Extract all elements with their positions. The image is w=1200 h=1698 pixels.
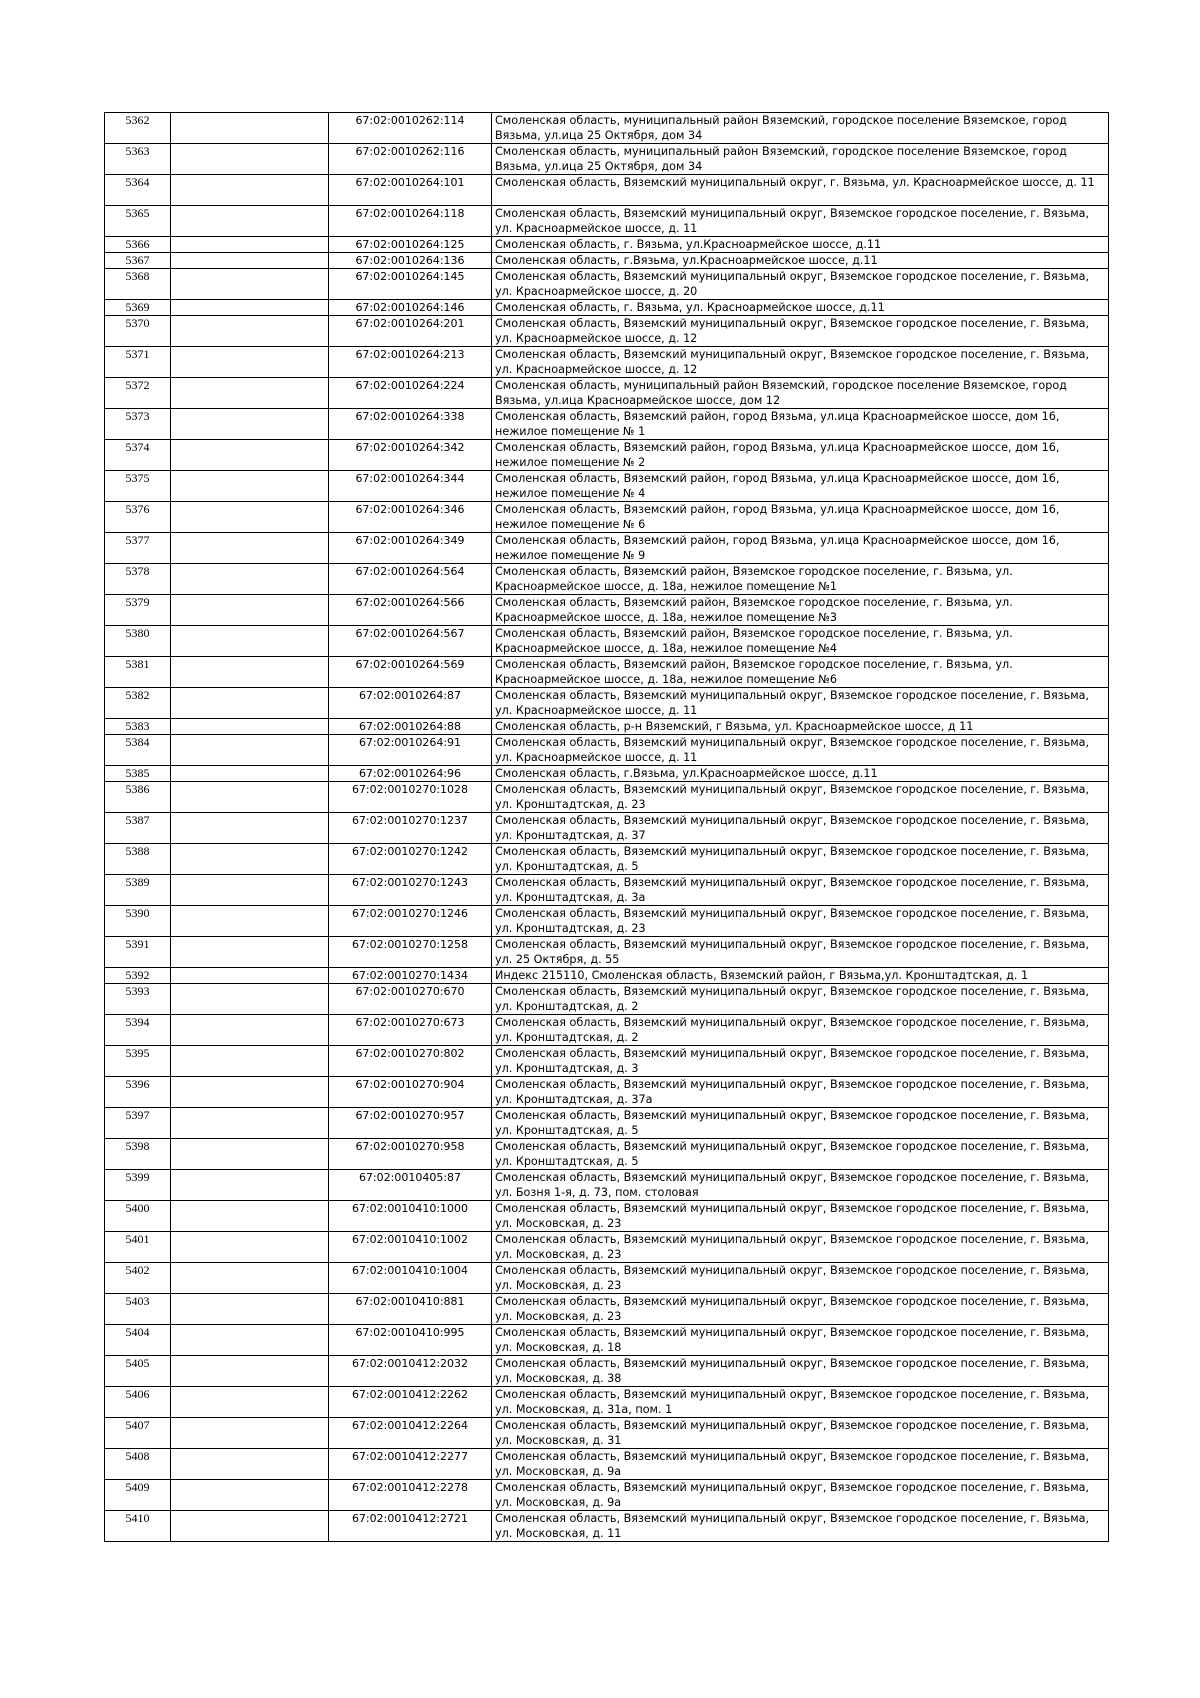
row-number: 5387 [105, 813, 171, 844]
table-row [105, 316, 1109, 347]
address: Смоленская область, Вяземский муниципальный округ, Вяземское городское поселение, г. Вязьма, ул. 25 Октября, д. 55 [492, 937, 1109, 968]
row-number: 5386 [105, 782, 171, 813]
address: Смоленская область, Вяземский район, город Вязьма, ул.ица Красноармейское шоссе, дом 16, нежилое помещение № 9 [492, 533, 1109, 564]
cadastral-number: 67:02:0010264:145 [329, 269, 492, 300]
empty-cell [171, 1294, 329, 1325]
address: Смоленская область, Вяземский муниципальный округ, Вяземское городское поселение, г. Вязьма, ул. Кронштадтская, д. 2 [492, 1015, 1109, 1046]
address: Смоленская область, Вяземский муниципальный округ, Вяземское городское поселение, г. Вязьма, ул. Московская, д. 23 [492, 1294, 1109, 1325]
table-row [105, 1170, 1109, 1201]
empty-cell [171, 237, 329, 253]
empty-cell [171, 719, 329, 735]
empty-cell [171, 984, 329, 1015]
address: Смоленская область, Вяземский муниципальный округ, Вяземское городское поселение, г. Вязьма, ул. Кронштадтская, д. 23 [492, 906, 1109, 937]
empty-cell [171, 1418, 329, 1449]
empty-cell [171, 626, 329, 657]
empty-cell [171, 253, 329, 269]
table-row [105, 1139, 1109, 1170]
table-row [105, 269, 1109, 300]
address: Смоленская область, Вяземский муниципальный округ, Вяземское городское поселение, г. Вязьма, ул. Московская, д. 23 [492, 1232, 1109, 1263]
empty-cell [171, 533, 329, 564]
empty-cell [171, 844, 329, 875]
table-row [105, 1201, 1109, 1232]
address: Смоленская область, Вяземский муниципальный округ, Вяземское городское поселение, г. Вязьма, ул. Кронштадтская, д. 5 [492, 1139, 1109, 1170]
cadastral-number: 67:02:0010270:1028 [329, 782, 492, 813]
empty-cell [171, 144, 329, 175]
cadastral-number: 67:02:0010270:1243 [329, 875, 492, 906]
row-number: 5365 [105, 206, 171, 237]
row-number: 5389 [105, 875, 171, 906]
table-row [105, 502, 1109, 533]
row-number: 5368 [105, 269, 171, 300]
table-row [105, 782, 1109, 813]
table-row [105, 875, 1109, 906]
table-row [105, 300, 1109, 316]
table-row [105, 1511, 1109, 1542]
empty-cell [171, 409, 329, 440]
table-row [105, 206, 1109, 237]
address: Смоленская область, Вяземский район, город Вязьма, ул.ица Красноармейское шоссе, дом 16, нежилое помещение № 4 [492, 471, 1109, 502]
table-row [105, 409, 1109, 440]
cadastral-number: 67:02:0010264:87 [329, 688, 492, 719]
table-body [105, 113, 1109, 1542]
cadastral-number: 67:02:0010412:2278 [329, 1480, 492, 1511]
cadastral-number: 67:02:0010412:2032 [329, 1356, 492, 1387]
empty-cell [171, 113, 329, 144]
table-row [105, 1294, 1109, 1325]
row-number: 5398 [105, 1139, 171, 1170]
empty-cell [171, 316, 329, 347]
empty-cell [171, 688, 329, 719]
cadastral-number: 67:02:0010262:116 [329, 144, 492, 175]
address: Смоленская область, Вяземский муниципальный округ, Вяземское городское поселение, г. Вязьма, ул. Кронштадтская, д. 3а [492, 875, 1109, 906]
address: Смоленская область, Вяземский район, город Вязьма, ул.ица Красноармейское шоссе, дом 16, нежилое помещение № 2 [492, 440, 1109, 471]
table-row [105, 968, 1109, 984]
cadastral-number: 67:02:0010264:125 [329, 237, 492, 253]
row-number: 5367 [105, 253, 171, 269]
row-number: 5364 [105, 175, 171, 206]
row-number: 5385 [105, 766, 171, 782]
cadastral-number: 67:02:0010264:346 [329, 502, 492, 533]
empty-cell [171, 906, 329, 937]
cadastral-number: 67:02:0010264:201 [329, 316, 492, 347]
address: Смоленская область, Вяземский район, Вяземское городское поселение, г. Вязьма, ул. Красноармейское шоссе, д. 18а, нежилое помещение №6 [492, 657, 1109, 688]
cadastral-number: 67:02:0010264:338 [329, 409, 492, 440]
table-row [105, 1356, 1109, 1387]
cadastral-number: 67:02:0010264:567 [329, 626, 492, 657]
cadastral-number: 67:02:0010264:349 [329, 533, 492, 564]
address: Смоленская область, Вяземский район, Вяземское городское поселение, г. Вязьма, ул. Красноармейское шоссе, д. 18а, нежилое помещение №3 [492, 595, 1109, 626]
row-number: 5366 [105, 237, 171, 253]
address: Смоленская область, Вяземский район, Вяземское городское поселение, г. Вязьма, ул. Красноармейское шоссе, д. 18а, нежилое помещение №4 [492, 626, 1109, 657]
table-row [105, 533, 1109, 564]
address: Смоленская область, Вяземский муниципальный округ, Вяземское городское поселение, г. Вязьма, ул. Красноармейское шоссе, д. 11 [492, 735, 1109, 766]
cadastral-number: 67:02:0010264:101 [329, 175, 492, 206]
address: Смоленская область, Вяземский муниципальный округ, Вяземское городское поселение, г. Вязьма, ул. Московская, д. 23 [492, 1201, 1109, 1232]
empty-cell [171, 1387, 329, 1418]
table-row [105, 253, 1109, 269]
row-number: 5362 [105, 113, 171, 144]
table-row [105, 1108, 1109, 1139]
table-row [105, 144, 1109, 175]
table-row [105, 766, 1109, 782]
table-row [105, 657, 1109, 688]
table-row [105, 937, 1109, 968]
table-row [105, 1418, 1109, 1449]
row-number: 5384 [105, 735, 171, 766]
cadastral-number: 67:02:0010410:881 [329, 1294, 492, 1325]
empty-cell [171, 1077, 329, 1108]
address: Смоленская область, Вяземский муниципальный округ, Вяземское городское поселение, г. Вязьма, ул. Кронштадтская, д. 23 [492, 782, 1109, 813]
row-number: 5369 [105, 300, 171, 316]
empty-cell [171, 175, 329, 206]
cadastral-number: 67:02:0010264:566 [329, 595, 492, 626]
address: Смоленская область, Вяземский муниципальный округ, Вяземское городское поселение, г. Вязьма, ул. Московская, д. 9а [492, 1480, 1109, 1511]
table-row [105, 1232, 1109, 1263]
row-number: 5372 [105, 378, 171, 409]
property-table [104, 112, 1109, 1542]
empty-cell [171, 440, 329, 471]
row-number: 5405 [105, 1356, 171, 1387]
row-number: 5390 [105, 906, 171, 937]
address: Смоленская область, Вяземский муниципальный округ, г. Вязьма, ул. Красноармейское шоссе, д. 11 [492, 175, 1109, 206]
address: Смоленская область, Вяземский муниципальный округ, Вяземское городское поселение, г. Вязьма, ул. Кронштадтская, д. 37 [492, 813, 1109, 844]
address: Индекс 215110, Смоленская область, Вяземский район, г Вязьма,ул. Кронштадтская, д. 1 [492, 968, 1109, 984]
empty-cell [171, 206, 329, 237]
empty-cell [171, 968, 329, 984]
empty-cell [171, 1511, 329, 1542]
address: Смоленская область, Вяземский район, Вяземское городское поселение, г. Вязьма, ул. Красноармейское шоссе, д. 18а, нежилое помещение №1 [492, 564, 1109, 595]
empty-cell [171, 1356, 329, 1387]
address: Смоленская область, г. Вязьма, ул.Красноармейское шоссе, д.11 [492, 237, 1109, 253]
table-row [105, 1077, 1109, 1108]
cadastral-number: 67:02:0010405:87 [329, 1170, 492, 1201]
table-row [105, 1449, 1109, 1480]
cadastral-number: 67:02:0010410:1004 [329, 1263, 492, 1294]
address: Смоленская область, Вяземский муниципальный округ, Вяземское городское поселение, г. Вязьма, ул. Кронштадтская, д. 37а [492, 1077, 1109, 1108]
row-number: 5397 [105, 1108, 171, 1139]
cadastral-number: 67:02:0010410:1000 [329, 1201, 492, 1232]
empty-cell [171, 1139, 329, 1170]
table-row [105, 813, 1109, 844]
row-number: 5371 [105, 347, 171, 378]
address: Смоленская область, Вяземский муниципальный округ, Вяземское городское поселение, г. Вязьма, ул. Московская, д. 9а [492, 1449, 1109, 1480]
empty-cell [171, 269, 329, 300]
empty-cell [171, 1232, 329, 1263]
row-number: 5392 [105, 968, 171, 984]
empty-cell [171, 1449, 329, 1480]
address: Смоленская область, муниципальный район Вяземский, городское поселение Вяземское, город Вязьма, ул.ица 25 Октября, дом 34 [492, 144, 1109, 175]
empty-cell [171, 1108, 329, 1139]
address: Смоленская область, Вяземский район, город Вязьма, ул.ица Красноармейское шоссе, дом 16, нежилое помещение № 1 [492, 409, 1109, 440]
row-number: 5401 [105, 1232, 171, 1263]
table-row [105, 626, 1109, 657]
table-row [105, 906, 1109, 937]
cadastral-number: 67:02:0010270:1434 [329, 968, 492, 984]
address: Смоленская область, г.Вязьма, ул.Красноармейское шоссе, д.11 [492, 766, 1109, 782]
table-row [105, 595, 1109, 626]
empty-cell [171, 471, 329, 502]
cadastral-number: 67:02:0010264:342 [329, 440, 492, 471]
row-number: 5380 [105, 626, 171, 657]
empty-cell [171, 347, 329, 378]
row-number: 5404 [105, 1325, 171, 1356]
table-row [105, 1263, 1109, 1294]
row-number: 5394 [105, 1015, 171, 1046]
address: Смоленская область, р-н Вяземский, г Вязьма, ул. Красноармейское шоссе, д 11 [492, 719, 1109, 735]
address: Смоленская область, Вяземский муниципальный округ, Вяземское городское поселение, г. Вязьма, ул. Кронштадтская, д. 5 [492, 844, 1109, 875]
cadastral-number: 67:02:0010270:670 [329, 984, 492, 1015]
row-number: 5400 [105, 1201, 171, 1232]
empty-cell [171, 1325, 329, 1356]
row-number: 5393 [105, 984, 171, 1015]
row-number: 5383 [105, 719, 171, 735]
empty-cell [171, 766, 329, 782]
table-row [105, 471, 1109, 502]
row-number: 5376 [105, 502, 171, 533]
cadastral-number: 67:02:0010270:802 [329, 1046, 492, 1077]
cadastral-number: 67:02:0010264:224 [329, 378, 492, 409]
cadastral-number: 67:02:0010264:88 [329, 719, 492, 735]
cadastral-number: 67:02:0010264:213 [329, 347, 492, 378]
address: Смоленская область, Вяземский муниципальный округ, Вяземское городское поселение, г. Вязьма, ул. Московская, д. 38 [492, 1356, 1109, 1387]
address: Смоленская область, Вяземский муниципальный округ, Вяземское городское поселение, г. Вязьма, ул. Московская, д. 31 [492, 1418, 1109, 1449]
row-number: 5373 [105, 409, 171, 440]
empty-cell [171, 378, 329, 409]
address: Смоленская область, Вяземский муниципальный округ, Вяземское городское поселение, г. Вязьма, ул. Московская, д. 23 [492, 1263, 1109, 1294]
table-row [105, 440, 1109, 471]
empty-cell [171, 1263, 329, 1294]
row-number: 5379 [105, 595, 171, 626]
table-row [105, 1015, 1109, 1046]
cadastral-number: 67:02:0010270:1242 [329, 844, 492, 875]
empty-cell [171, 595, 329, 626]
row-number: 5399 [105, 1170, 171, 1201]
address: Смоленская область, Вяземский муниципальный округ, Вяземское городское поселение, г. Вязьма, ул. Красноармейское шоссе, д. 20 [492, 269, 1109, 300]
row-number: 5374 [105, 440, 171, 471]
row-number: 5363 [105, 144, 171, 175]
cadastral-number: 67:02:0010270:957 [329, 1108, 492, 1139]
empty-cell [171, 1015, 329, 1046]
address: Смоленская область, Вяземский муниципальный округ, Вяземское городское поселение, г. Вязьма, ул. Красноармейское шоссе, д. 12 [492, 347, 1109, 378]
empty-cell [171, 1201, 329, 1232]
empty-cell [171, 875, 329, 906]
cadastral-number: 67:02:0010410:1002 [329, 1232, 492, 1263]
row-number: 5395 [105, 1046, 171, 1077]
row-number: 5378 [105, 564, 171, 595]
cadastral-number: 67:02:0010412:2262 [329, 1387, 492, 1418]
address: Смоленская область, г. Вязьма, ул. Красноармейское шоссе, д.11 [492, 300, 1109, 316]
table-row [105, 1480, 1109, 1511]
address: Смоленская область, Вяземский муниципальный округ, Вяземское городское поселение, г. Вязьма, ул. Кронштадтская, д. 2 [492, 984, 1109, 1015]
table-row [105, 113, 1109, 144]
row-number: 5396 [105, 1077, 171, 1108]
row-number: 5408 [105, 1449, 171, 1480]
row-number: 5407 [105, 1418, 171, 1449]
address: Смоленская область, муниципальный район Вяземский, городское поселение Вяземское, город Вязьма, ул.ица Красноармейское шоссе, дом 12 [492, 378, 1109, 409]
row-number: 5406 [105, 1387, 171, 1418]
cadastral-number: 67:02:0010264:136 [329, 253, 492, 269]
address: Смоленская область, Вяземский муниципальный округ, Вяземское городское поселение, г. Вязьма, ул. Бозня 1-я, д. 73, пом. столовая [492, 1170, 1109, 1201]
row-number: 5391 [105, 937, 171, 968]
cadastral-number: 67:02:0010412:2264 [329, 1418, 492, 1449]
cadastral-number: 67:02:0010270:904 [329, 1077, 492, 1108]
cadastral-number: 67:02:0010264:344 [329, 471, 492, 502]
address: Смоленская область, Вяземский район, город Вязьма, ул.ица Красноармейское шоссе, дом 16, нежилое помещение № 6 [492, 502, 1109, 533]
row-number: 5409 [105, 1480, 171, 1511]
cadastral-number: 67:02:0010270:1237 [329, 813, 492, 844]
empty-cell [171, 300, 329, 316]
table-row [105, 719, 1109, 735]
address: Смоленская область, муниципальный район Вяземский, городское поселение Вяземское, город Вязьма, ул.ица 25 Октября, дом 34 [492, 113, 1109, 144]
cadastral-number: 67:02:0010264:564 [329, 564, 492, 595]
empty-cell [171, 782, 329, 813]
empty-cell [171, 937, 329, 968]
table-row [105, 1325, 1109, 1356]
empty-cell [171, 813, 329, 844]
table-row [105, 175, 1109, 206]
table-row [105, 564, 1109, 595]
row-number: 5375 [105, 471, 171, 502]
row-number: 5402 [105, 1263, 171, 1294]
row-number: 5388 [105, 844, 171, 875]
cadastral-number: 67:02:0010270:958 [329, 1139, 492, 1170]
empty-cell [171, 735, 329, 766]
cadastral-number: 67:02:0010264:569 [329, 657, 492, 688]
cadastral-number: 67:02:0010264:96 [329, 766, 492, 782]
table-row [105, 688, 1109, 719]
empty-cell [171, 657, 329, 688]
cadastral-number: 67:02:0010412:2721 [329, 1511, 492, 1542]
cadastral-number: 67:02:0010412:2277 [329, 1449, 492, 1480]
row-number: 5382 [105, 688, 171, 719]
table-row [105, 378, 1109, 409]
row-number: 5410 [105, 1511, 171, 1542]
address: Смоленская область, г.Вязьма, ул.Красноармейское шоссе, д.11 [492, 253, 1109, 269]
cadastral-number: 67:02:0010270:673 [329, 1015, 492, 1046]
cadastral-number: 67:02:0010410:995 [329, 1325, 492, 1356]
cadastral-number: 67:02:0010270:1246 [329, 906, 492, 937]
row-number: 5381 [105, 657, 171, 688]
table-row [105, 1046, 1109, 1077]
row-number: 5377 [105, 533, 171, 564]
address: Смоленская область, Вяземский муниципальный округ, Вяземское городское поселение, г. Вязьма, ул. Кронштадтская, д. 3 [492, 1046, 1109, 1077]
table-row [105, 347, 1109, 378]
cadastral-number: 67:02:0010262:114 [329, 113, 492, 144]
table-row [105, 984, 1109, 1015]
row-number: 5403 [105, 1294, 171, 1325]
cadastral-number: 67:02:0010270:1258 [329, 937, 492, 968]
empty-cell [171, 502, 329, 533]
cadastral-number: 67:02:0010264:146 [329, 300, 492, 316]
address: Смоленская область, Вяземский муниципальный округ, Вяземское городское поселение, г. Вязьма, ул. Красноармейское шоссе, д. 11 [492, 688, 1109, 719]
empty-cell [171, 564, 329, 595]
address: Смоленская область, Вяземский муниципальный округ, Вяземское городское поселение, г. Вязьма, ул. Московская, д. 18 [492, 1325, 1109, 1356]
empty-cell [171, 1480, 329, 1511]
address: Смоленская область, Вяземский муниципальный округ, Вяземское городское поселение, г. Вязьма, ул. Красноармейское шоссе, д. 11 [492, 206, 1109, 237]
address: Смоленская область, Вяземский муниципальный округ, Вяземское городское поселение, г. Вязьма, ул. Кронштадтская, д. 5 [492, 1108, 1109, 1139]
empty-cell [171, 1170, 329, 1201]
cadastral-number: 67:02:0010264:91 [329, 735, 492, 766]
address: Смоленская область, Вяземский муниципальный округ, Вяземское городское поселение, г. Вязьма, ул. Красноармейское шоссе, д. 12 [492, 316, 1109, 347]
table-row [105, 844, 1109, 875]
empty-cell [171, 1046, 329, 1077]
address: Смоленская область, Вяземский муниципальный округ, Вяземское городское поселение, г. Вязьма, ул. Московская, д. 11 [492, 1511, 1109, 1542]
table-row [105, 735, 1109, 766]
cadastral-number: 67:02:0010264:118 [329, 206, 492, 237]
table-row [105, 237, 1109, 253]
table-row [105, 1387, 1109, 1418]
address: Смоленская область, Вяземский муниципальный округ, Вяземское городское поселение, г. Вязьма, ул. Московская, д. 31а, пом. 1 [492, 1387, 1109, 1418]
row-number: 5370 [105, 316, 171, 347]
